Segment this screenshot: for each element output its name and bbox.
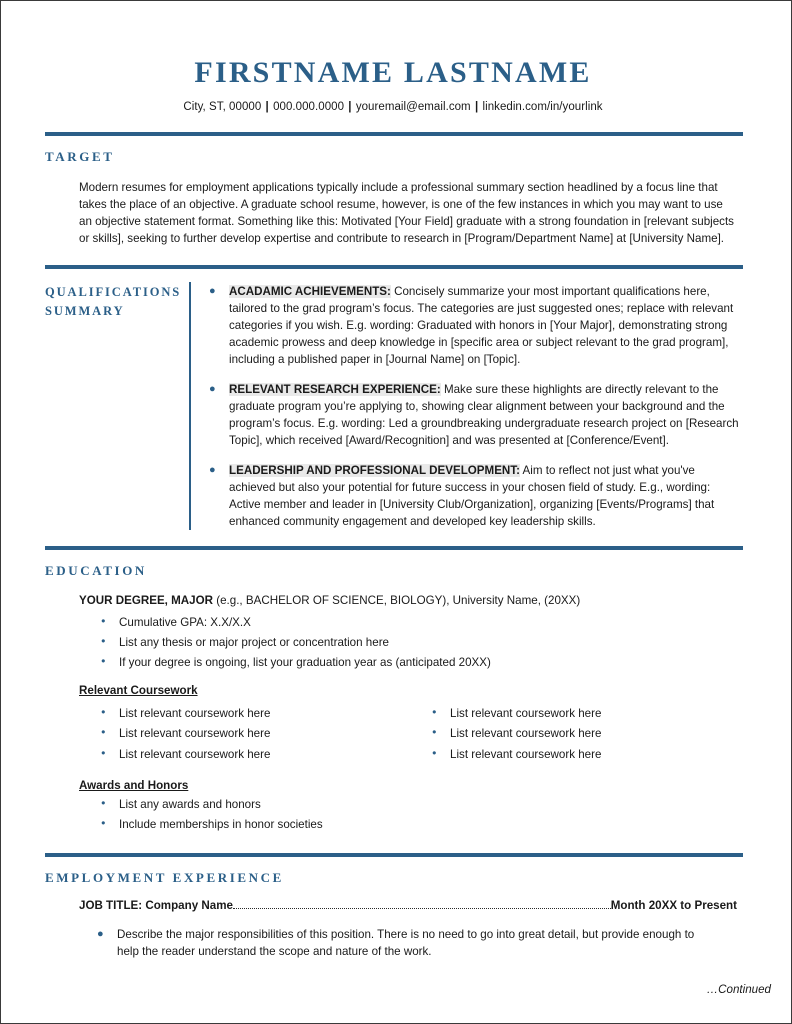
section-heading-qualifications xyxy=(45,282,189,530)
coursework-list-right xyxy=(410,705,741,763)
qualification-text xyxy=(229,381,741,449)
contact-separator: | xyxy=(265,100,269,113)
contact-separator: | xyxy=(474,100,479,113)
qualifications-heading-line2: SUMMARY xyxy=(45,304,125,318)
list-item xyxy=(209,283,741,368)
list-item: ● Cumulative GPA: X.X/X.X xyxy=(79,614,741,631)
list-item: ● If your degree is ongoing, list your graduation year as (anticipated 20XX) xyxy=(79,654,741,671)
bullet-icon: ● xyxy=(209,284,216,297)
job-title: JOB TITLE: Company Name xyxy=(79,899,233,913)
section-divider-qualifications xyxy=(45,265,743,269)
list-item: ● List relevant coursework here xyxy=(410,705,741,722)
list-item xyxy=(209,381,741,449)
page-content xyxy=(45,1,771,1023)
list-item: ● List relevant coursework here xyxy=(79,705,410,722)
job-entry-header xyxy=(79,899,737,912)
degree-name: YOUR DEGREE, MAJOR xyxy=(79,594,213,608)
list-item: ● Include memberships in honor societies xyxy=(79,816,741,833)
employment-body xyxy=(79,899,771,996)
section-divider-education xyxy=(45,546,743,550)
list-item: ● List any thesis or major project or concentration here xyxy=(79,634,741,651)
contact-separator: | xyxy=(348,100,352,113)
list-item: ● List relevant coursework here xyxy=(79,746,410,763)
section-divider-employment xyxy=(45,853,743,857)
subheading-awards-and-honors: Awards and Honors xyxy=(79,779,189,793)
section-heading-education: EDUCATION xyxy=(45,563,147,579)
bullet-icon: ● xyxy=(97,928,104,941)
qualification-body: Aim to reflect not just what you've achieved but also your potential for future success in your chosen field of study. E.g., wording: Active member and leader in [University Club/Organization], organizing [Events/Programs] that enhanced community engagement and developed key leadership skills. xyxy=(229,463,715,528)
subheading-relevant-coursework: Relevant Coursework xyxy=(79,684,198,697)
job-description: Describe the major responsibilities of this position. There is no need to go into great detail, but provide enough to help the reader understand the scope and nature of the work. xyxy=(117,928,695,959)
contact-line xyxy=(45,101,741,113)
section-divider-target xyxy=(45,132,743,136)
contact-location: City, ST, 00000 xyxy=(183,100,262,113)
qualification-body: Make sure these highlights are directly relevant to the graduate program you’re applying to, showing clear alignment between your background and the program’s focus. E.g. wording: Led a groundbreaking undergraduate research project on [Research Topic], which received [Award/Recognition] and was presented at [Conference/Event]. xyxy=(229,382,739,447)
contact-email[interactable]: youremail@email.com xyxy=(355,100,471,113)
list-item: ● List relevant coursework here xyxy=(410,746,741,763)
qualification-lead: ACADAMIC ACHIEVEMENTS: xyxy=(229,284,391,298)
section-heading-target: TARGET xyxy=(45,148,115,164)
bullet-icon: ● xyxy=(209,382,216,395)
page-title: FIRSTNAME LASTNAME xyxy=(194,56,592,89)
vertical-rule xyxy=(189,282,191,530)
contact-phone: 000.000.0000 xyxy=(273,100,345,113)
list-item xyxy=(209,462,741,530)
coursework-columns xyxy=(79,701,741,766)
coursework-column-left xyxy=(79,701,410,766)
list-item: ● List any awards and honors xyxy=(79,796,741,813)
qualification-lead: LEADERSHIP AND PROFESSIONAL DEVELOPMENT: xyxy=(229,463,520,477)
list-item: ● List relevant coursework here xyxy=(410,725,741,742)
qualification-lead: RELEVANT RESEARCH EXPERIENCE: xyxy=(229,382,441,396)
degree-details: (e.g., BACHELOR OF SCIENCE, BIOLOGY), University Name, (20XX) xyxy=(213,594,581,608)
awards-list xyxy=(79,796,741,833)
bullet-icon: ● xyxy=(209,463,216,476)
target-body-text: Modern resumes for employment applications typically include a professional summary section headlined by a focus line that takes the place of an objective. A graduate school resume, however, is one of the few instances in which you may want to use an objective statement format. Something like this: Motivated [Your Field] graduate with a strong foundation in [relevant subjects or skills], seeking to further develop expertise and contribute to research in [Program/Department Name] at [University Name]. xyxy=(79,180,734,245)
qualifications-list xyxy=(209,282,741,530)
job-dates: Month 20XX to Present xyxy=(610,899,737,913)
dotted-leader xyxy=(233,899,611,909)
coursework-column-right xyxy=(410,701,741,766)
qualification-text xyxy=(229,462,741,530)
qualification-body: Concisely summarize your most important qualifications here, tailored to the grad program’s focus. The categories are just suggested ones; replace with relevant categories if you wish. E.g. wording: Graduated with honors in [Your Major], demonstrating strong academic prowess and deep knowledge in [specific area or subject relevant to the grad program], including a published paper in [Journal Name] on [Topic]. xyxy=(229,284,734,366)
qualifications-heading-line1: QUALIFICATIONS xyxy=(45,284,182,299)
coursework-list-left xyxy=(79,705,410,763)
section-heading-employment: EMPLOYMENT EXPERIENCE xyxy=(45,870,284,886)
list-item xyxy=(79,926,715,960)
qualifications-section xyxy=(45,282,741,530)
continued-note: …Continued xyxy=(706,982,771,996)
degree-line xyxy=(79,593,741,610)
qualification-text xyxy=(229,283,741,368)
list-item: ● List relevant coursework here xyxy=(79,725,410,742)
education-body xyxy=(79,593,741,833)
contact-linkedin[interactable]: linkedin.com/in/yourlink xyxy=(482,100,603,113)
degree-bullet-list xyxy=(79,614,741,671)
